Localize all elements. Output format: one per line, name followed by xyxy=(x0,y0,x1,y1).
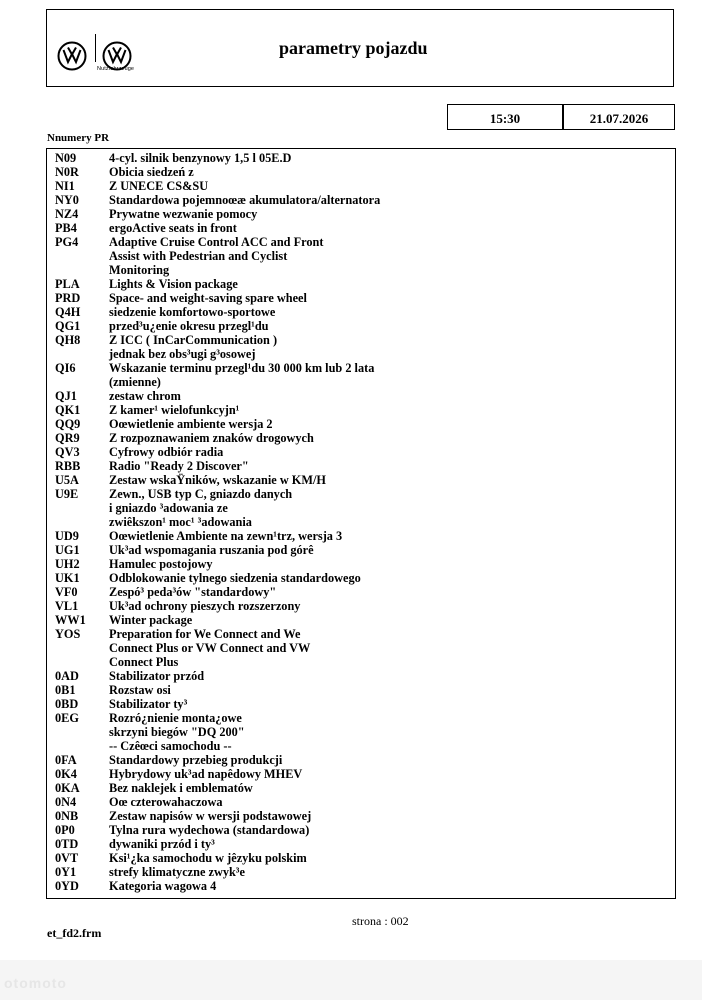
pr-description-line: Lights & Vision package xyxy=(109,277,238,291)
pr-description-line: Uk³ad ochrony pieszych rozszerzony xyxy=(109,599,301,613)
pr-description-line: Connect Plus or VW Connect and VW xyxy=(109,641,311,655)
pr-code: UH2 xyxy=(55,557,80,571)
pr-description xyxy=(109,459,249,473)
pr-code: QK1 xyxy=(55,403,81,417)
pr-description-line: Standardowa pojemnoœæ akumulatora/alternatora xyxy=(109,193,381,207)
pr-code: RBB xyxy=(55,459,81,473)
pr-description-line: Rozró¿nienie monta¿owe xyxy=(109,711,242,725)
pr-description xyxy=(109,627,310,669)
pr-description-line: Winter package xyxy=(109,613,193,627)
pr-description xyxy=(109,473,326,487)
list-item xyxy=(55,837,380,851)
list-item xyxy=(55,529,380,543)
pr-description-line: Uk³ad wspomagania ruszania pod górê xyxy=(109,543,314,557)
list-item xyxy=(55,291,380,305)
pr-code: 0TD xyxy=(55,837,79,851)
pr-description-line: Z UNECE CS&SU xyxy=(109,179,209,193)
pr-code: WW1 xyxy=(55,613,86,627)
pr-description xyxy=(109,809,311,823)
pr-description-line: Bez naklejek i emblematów xyxy=(109,781,253,795)
pr-description-line: Standardowy przebieg produkcji xyxy=(109,753,283,767)
pr-code: PLA xyxy=(55,277,80,291)
pr-description xyxy=(109,781,253,795)
list-item xyxy=(55,431,380,445)
list-item xyxy=(55,571,380,585)
section-label: Nnumery PR xyxy=(47,132,110,144)
list-item xyxy=(55,627,380,669)
page-title: parametry pojazdu xyxy=(279,38,428,58)
pr-description-line: Obicia siedzeń z xyxy=(109,165,194,179)
list-item xyxy=(55,445,380,459)
pr-code: QH8 xyxy=(55,333,81,347)
pr-description-line: -- Czêœci samochodu -- xyxy=(109,739,232,753)
pr-code: VL1 xyxy=(55,599,79,613)
pr-description xyxy=(109,557,213,571)
pr-description xyxy=(109,795,222,809)
pr-description xyxy=(109,221,237,235)
pr-description xyxy=(109,711,245,753)
pr-code: UG1 xyxy=(55,543,80,557)
list-item xyxy=(55,585,380,599)
pr-code: YOS xyxy=(55,627,81,641)
pr-description xyxy=(109,599,300,613)
pr-description xyxy=(109,669,204,683)
pr-description-line: Rozstaw osi xyxy=(109,683,171,697)
pr-description-line: Radio "Ready 2 Discover" xyxy=(109,459,249,473)
pr-description-line: Oœwietlenie ambiente wersja 2 xyxy=(109,417,273,431)
list-item xyxy=(55,333,380,361)
pr-description-line: Tylna rura wydechowa (standardowa) xyxy=(109,823,310,837)
pr-description-line: ergoActive seats in front xyxy=(109,221,237,235)
pr-code: 0B1 xyxy=(55,683,76,697)
pr-description xyxy=(109,571,361,585)
pr-description-line: Space- and weight-saving spare wheel xyxy=(109,291,307,305)
brand-subtitle: Nutzfahrzeuge xyxy=(97,66,135,72)
pr-description-line: Odblokowanie tylnego siedzenia standardowego xyxy=(109,571,361,585)
pr-code: U9E xyxy=(55,487,79,501)
list-item xyxy=(55,319,380,333)
pr-code: 0FA xyxy=(55,753,77,767)
pr-description xyxy=(109,823,309,837)
pr-description-line: Z kamer¹ wielofunkcyjn¹ xyxy=(109,403,240,417)
pr-description xyxy=(109,207,257,221)
pr-code: N0R xyxy=(55,165,79,179)
pr-code: NZ4 xyxy=(55,207,79,221)
list-item xyxy=(55,753,380,767)
pr-code: 0EG xyxy=(55,711,79,725)
pr-description xyxy=(109,179,208,193)
pr-description xyxy=(109,683,171,697)
pr-description-line: Stabilizator ty³ xyxy=(109,697,188,711)
pr-code: VF0 xyxy=(55,585,78,599)
pr-description-line: i gniazdo ³adowania ze xyxy=(109,501,228,515)
pr-description xyxy=(109,879,216,893)
pr-description-line: Ksi¹¿ka samochodu w jêzyku polskim xyxy=(109,851,307,865)
pr-code: NI1 xyxy=(55,179,75,193)
pr-description-line: Zespó³ peda³ów "standardowy" xyxy=(109,585,277,599)
pr-description xyxy=(109,585,276,599)
list-item xyxy=(55,599,380,613)
pr-description xyxy=(109,697,187,711)
list-item xyxy=(55,459,380,473)
logo-divider xyxy=(95,34,96,62)
list-item xyxy=(55,809,380,823)
pr-description-line: 4-cyl. silnik benzynowy 1,5 l 05E.D xyxy=(109,151,292,165)
pr-code: Q4H xyxy=(55,305,81,319)
pr-description xyxy=(109,613,192,627)
list-item xyxy=(55,543,380,557)
list-item xyxy=(55,487,380,529)
pr-code: UK1 xyxy=(55,571,80,585)
form-name: et_fd2.frm xyxy=(47,926,102,940)
list-item xyxy=(55,403,380,417)
pr-description xyxy=(109,319,269,333)
time-value: 15:30 xyxy=(489,111,521,126)
pr-description-line: Cyfrowy odbiór radia xyxy=(109,445,224,459)
pr-description xyxy=(109,291,307,305)
pr-description-line: zwiêkszon¹ moc¹ ³adowania xyxy=(109,515,252,529)
pr-description xyxy=(109,767,302,781)
pr-description-line: Prywatne wezwanie pomocy xyxy=(109,207,258,221)
pr-description xyxy=(109,389,181,403)
list-item xyxy=(55,179,380,193)
date-value: 21.07.2026 xyxy=(589,111,649,126)
list-item xyxy=(55,305,380,319)
pr-description-line: Z rozpoznawaniem znaków drogowych xyxy=(109,431,314,445)
pr-code: QI6 xyxy=(55,361,76,375)
list-item xyxy=(55,711,380,753)
list-item xyxy=(55,669,380,683)
pr-description xyxy=(109,529,342,543)
pr-description-line: przed³u¿enie okresu przegl¹du xyxy=(109,319,269,333)
list-item xyxy=(55,207,380,221)
pr-code: U5A xyxy=(55,473,79,487)
pr-code: 0YD xyxy=(55,879,79,893)
pr-code: 0Y1 xyxy=(55,865,77,879)
pr-description-line: dywaniki przód i ty³ xyxy=(109,837,215,851)
pr-description xyxy=(109,333,277,361)
pr-description xyxy=(109,487,292,529)
pr-codes-rows xyxy=(55,151,380,893)
pr-description xyxy=(109,543,314,557)
pr-description xyxy=(109,753,282,767)
list-item xyxy=(55,557,380,571)
pr-description-line: strefy klimatyczne zwyk³e xyxy=(109,865,245,879)
pr-description xyxy=(109,151,291,165)
pr-description-line: Zewn., USB typ C, gniazdo danych xyxy=(109,487,293,501)
list-item xyxy=(55,151,380,165)
list-item xyxy=(55,613,380,627)
pr-description-line: Hybrydowy uk³ad napêdowy MHEV xyxy=(109,767,303,781)
pr-description xyxy=(109,865,245,879)
pr-code: PG4 xyxy=(55,235,79,249)
list-item xyxy=(55,781,380,795)
pr-code: QJ1 xyxy=(55,389,77,403)
pr-code: 0N4 xyxy=(55,795,77,809)
vw-logo-icon xyxy=(57,41,87,71)
pr-code: QR9 xyxy=(55,431,80,445)
pr-description-line: Monitoring xyxy=(109,263,170,277)
pr-description xyxy=(109,305,275,319)
pr-description xyxy=(109,837,215,851)
pr-description xyxy=(109,165,194,179)
pr-description-line: Kategoria wagowa 4 xyxy=(109,879,217,893)
pr-codes-list xyxy=(46,148,676,899)
pr-code: PB4 xyxy=(55,221,77,235)
datetime-box xyxy=(447,104,675,130)
list-item xyxy=(55,795,380,809)
pr-code: 0BD xyxy=(55,697,79,711)
list-item xyxy=(55,767,380,781)
pr-description-line: Connect Plus xyxy=(109,655,179,669)
list-item xyxy=(55,823,380,837)
pr-code: QQ9 xyxy=(55,417,81,431)
watermark: otomoto xyxy=(4,975,67,991)
pr-description-line: zestaw chrom xyxy=(109,389,181,403)
pr-description-line: Oœ czterowahaczowa xyxy=(109,795,223,809)
pr-code: 0P0 xyxy=(55,823,75,837)
pr-description-line: (zmienne) xyxy=(109,375,161,389)
list-item xyxy=(55,221,380,235)
pr-description xyxy=(109,431,314,445)
list-item xyxy=(55,235,380,277)
pr-description xyxy=(109,361,374,389)
pr-description-line: Oœwietlenie Ambiente na zewn¹trz, wersja 3 xyxy=(109,529,343,543)
pr-code: 0NB xyxy=(55,809,79,823)
pr-description-line: Preparation for We Connect and We xyxy=(109,627,301,641)
pr-description xyxy=(109,445,223,459)
pr-description-line: siedzenie komfortowo-sportowe xyxy=(109,305,276,319)
pr-description-line: Hamulec postojowy xyxy=(109,557,213,571)
pr-code: NY0 xyxy=(55,193,79,207)
pr-description xyxy=(109,235,323,277)
pr-description xyxy=(109,403,239,417)
pr-code: N09 xyxy=(55,151,77,165)
pr-description xyxy=(109,277,238,291)
pr-description-line: jednak bez obs³ugi g³osowej xyxy=(109,347,256,361)
page-number: strona : 002 xyxy=(352,914,409,928)
list-item xyxy=(55,473,380,487)
list-item xyxy=(55,851,380,865)
list-item xyxy=(55,879,380,893)
pr-description-line: Adaptive Cruise Control ACC and Front xyxy=(109,235,324,249)
pr-description-line: Assist with Pedestrian and Cyclist xyxy=(109,249,288,263)
pr-description-line: Wskazanie terminu przegl¹du 30 000 km lub 2 lata xyxy=(109,361,375,375)
list-item xyxy=(55,277,380,291)
pr-code: 0KA xyxy=(55,781,80,795)
pr-description-line: Zestaw wskaŸników, wskazanie w KM/H xyxy=(109,473,326,487)
list-item xyxy=(55,865,380,879)
footer-band xyxy=(0,960,702,1000)
pr-description xyxy=(109,851,307,865)
pr-description-line: Zestaw napisów w wersji podstawowej xyxy=(109,809,312,823)
list-item xyxy=(55,683,380,697)
pr-code: PRD xyxy=(55,291,81,305)
pr-code: 0VT xyxy=(55,851,79,865)
pr-code: 0K4 xyxy=(55,767,77,781)
pr-description xyxy=(109,417,273,431)
pr-code: 0AD xyxy=(55,669,79,683)
list-item xyxy=(55,417,380,431)
list-item xyxy=(55,361,380,389)
pr-code: QG1 xyxy=(55,319,81,333)
list-item xyxy=(55,389,380,403)
list-item xyxy=(55,165,380,179)
list-item xyxy=(55,697,380,711)
list-item xyxy=(55,193,380,207)
pr-description-line: skrzyni biegów "DQ 200" xyxy=(109,725,245,739)
pr-code: QV3 xyxy=(55,445,80,459)
pr-code: UD9 xyxy=(55,529,79,543)
pr-description-line: Z ICC ( InCarCommunication ) xyxy=(109,333,278,347)
pr-description-line: Stabilizator przód xyxy=(109,669,205,683)
pr-description xyxy=(109,193,380,207)
header-box xyxy=(46,9,674,87)
